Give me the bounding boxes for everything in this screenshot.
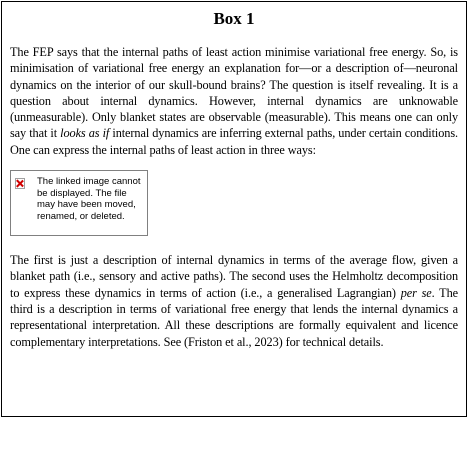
box-title: Box 1 xyxy=(213,9,255,28)
broken-image-icon xyxy=(15,178,25,189)
paragraph-intro-text-a: The FEP says that the internal paths of least action minimise variational free energy. So, is minimisation of variational free energy an explanation for—or a description of—neuronal dynamics on the interior of our skull-bound brains? The question is itself revealing. It is a question about internal dynamics. However, internal dynamics are unknowable (unmeasurable). Only blanket states are observable (measurable). This means one can only say that it xyxy=(10,45,458,141)
text-box xyxy=(1,1,467,417)
paragraph-descriptions xyxy=(10,252,458,350)
paragraph-descriptions-text-b: . The third is a description in terms of variational free energy that lends the internal dynamics a representational interpretation. All these descriptions are formally equivalent and licence complementary interpretations. See (Friston et al., 2023) for technical details. xyxy=(10,285,458,349)
broken-image-message: The linked image cannot be displayed. The file may have been moved, renamed, or deleted. xyxy=(37,176,141,222)
emphasis-per-se: per se xyxy=(400,285,432,300)
paragraph-intro xyxy=(10,44,458,158)
emphasis-looks-as-if: looks as if xyxy=(60,126,110,141)
paragraph-intro-text-b: internal dynamics are inferring external paths, under certain conditions. One can express the internal paths of least action in three ways: xyxy=(10,126,459,157)
broken-image-placeholder xyxy=(10,170,148,236)
paragraph-descriptions-text-a: The first is just a description of internal dynamics in terms of the average flow, given a blanket path (i.e., sensory and active paths). The second uses the Helmholtz decomposition to express these dynamics in terms of action (i.e., a generalised Lagrangian) xyxy=(10,253,458,300)
